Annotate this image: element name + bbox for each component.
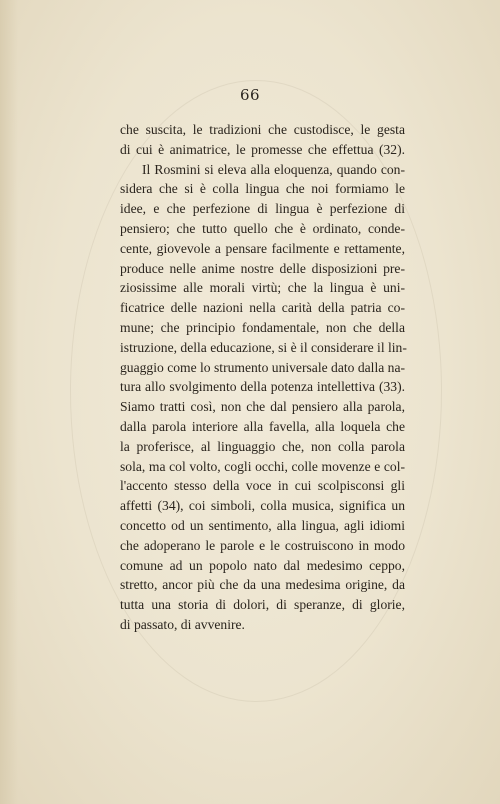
text-line: che adoperano le parole e le costruiscono in modo — [120, 537, 405, 553]
page-number: 66 — [239, 86, 261, 104]
text-line: la proferisce, al linguaggio che, non colla parola — [120, 438, 405, 454]
text-line: tutta una storia di dolori, di speranze, di glorie, — [120, 597, 405, 613]
text-line: guaggio come lo strumento universale dato dalla na- — [120, 359, 406, 375]
text-line: concetto od un sentimento, alla lingua, agli idiomi — [120, 517, 405, 533]
text-line: l'accento stesso della voce in cui scolpisconsi gli — [120, 478, 405, 494]
text-line: ficatrice delle nazioni nella carità della patria co- — [120, 300, 405, 316]
text-line: affetti (34), coi simboli, colla musica, significa un — [120, 498, 405, 514]
text-line: mune; che principio fondamentale, non che della — [120, 319, 405, 335]
text-line: di passato, di avvenire. — [120, 616, 245, 632]
text-line: stretto, ancor più che da una medesima origine, da — [120, 577, 405, 593]
text-line: dalla parola interiore alla favella, alla loquela che — [120, 418, 405, 434]
text-line: istruzione, della educazione, si è il considerare il lin- — [120, 339, 407, 355]
text-line: idee, e che perfezione di lingua è perfezione di — [120, 201, 405, 217]
text-line: sidera che si è colla lingua che noi formiamo le — [120, 181, 405, 197]
text-line: pensiero; che tutto quello che è ordinato, conde- — [120, 220, 405, 236]
text-line: comune ad un popolo nato dal medesimo ceppo, — [120, 557, 405, 573]
text-line: Siamo tratti così, non che dal pensiero alla parola, — [120, 399, 405, 415]
text-line: che suscita, le tradizioni che custodisce, le gesta — [120, 122, 405, 137]
body-text — [120, 120, 405, 635]
text-line: cente, giovevole a pensare facilmente e rettamente, — [120, 240, 405, 256]
text-line: sola, ma col volto, cogli occhi, colle movenze e col- — [120, 458, 405, 474]
text-line: produce nelle anime nostre delle disposizioni pre- — [120, 260, 405, 276]
text-line: tura allo svolgimento della potenza intellettiva (33). — [120, 379, 405, 395]
text-line: di cui è animatrice, le promesse che effettua (32). — [120, 141, 405, 157]
text-line: ziosissime alle morali virtù; che la lingua è uni- — [120, 280, 405, 296]
text-line: Il Rosmini si eleva alla eloquenza, quando con- — [142, 161, 405, 177]
page-edge-shadow — [0, 0, 18, 804]
